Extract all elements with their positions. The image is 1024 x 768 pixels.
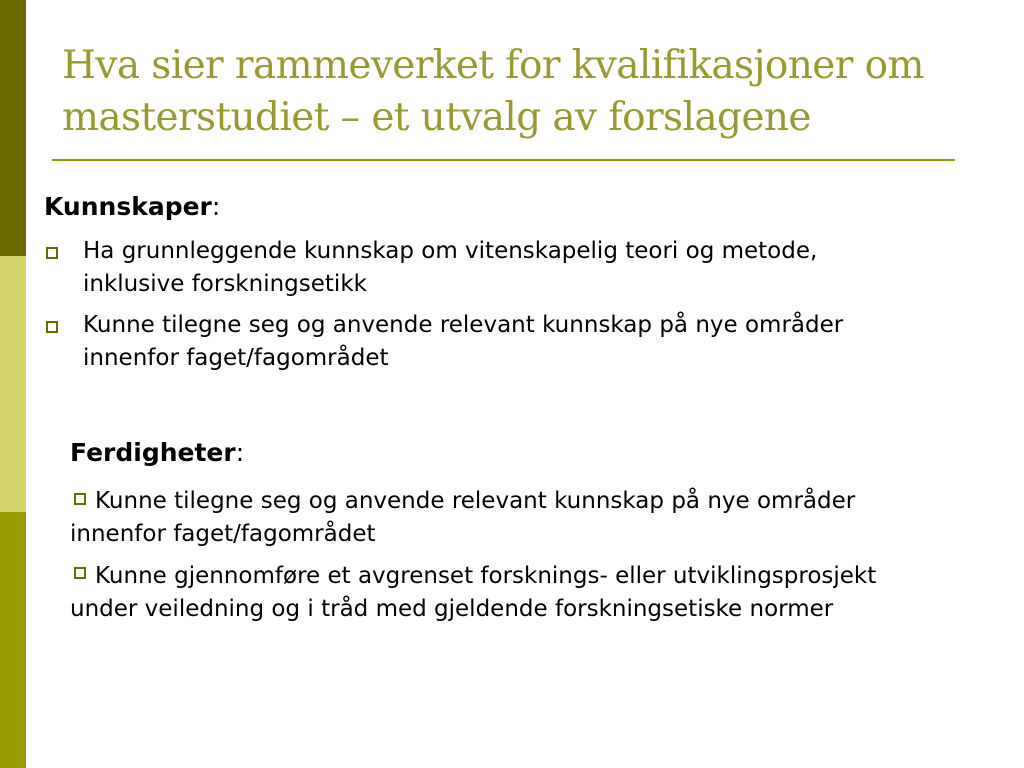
section-heading-text: Ferdigheter bbox=[70, 438, 236, 467]
section-heading-colon: : bbox=[235, 438, 245, 467]
kunnskaper-list bbox=[44, 235, 924, 384]
list-item bbox=[44, 309, 924, 374]
list-item bbox=[44, 235, 924, 300]
side-bar-segment-middle bbox=[0, 256, 26, 512]
list-item bbox=[70, 560, 950, 627]
list-item-text: Ha grunnleggende kunnskap om vitenskapelig teori og metode, inklusive forskningsetikk bbox=[83, 238, 818, 297]
square-bullet-icon bbox=[46, 321, 58, 333]
title-underline bbox=[52, 159, 955, 161]
section-heading-text: Kunnskaper bbox=[44, 192, 212, 221]
list-item-text: Kunne tilegne seg og anvende relevant kunnskap på nye områder innenfor faget/fagområdet bbox=[83, 312, 844, 371]
list-item-text: Kunne tilegne seg og anvende relevant kunnskap på nye områder innenfor faget/fagområdet bbox=[70, 488, 856, 548]
list-item bbox=[70, 485, 950, 552]
square-bullet-icon bbox=[74, 493, 86, 505]
ferdigheter-list bbox=[70, 485, 950, 634]
side-bar-segment-top bbox=[0, 0, 26, 256]
section-heading-ferdigheter bbox=[70, 438, 244, 468]
square-bullet-icon bbox=[46, 247, 58, 259]
side-bar-segment-bottom bbox=[0, 512, 26, 768]
section-heading-colon: : bbox=[211, 192, 221, 221]
list-item-text: Kunne gjennomføre et avgrenset forsknings- eller utviklingsprosjekt under veiledning og i tråd med gjeldende forskningsetiske normer bbox=[70, 562, 877, 623]
slide-title: Hva sier rammeverket for kvalifikasjoner om masterstudiet – et utvalg av forslagene bbox=[62, 43, 924, 140]
section-heading-kunnskaper bbox=[44, 192, 220, 222]
square-bullet-icon bbox=[74, 567, 86, 579]
side-accent-bar bbox=[0, 0, 26, 768]
